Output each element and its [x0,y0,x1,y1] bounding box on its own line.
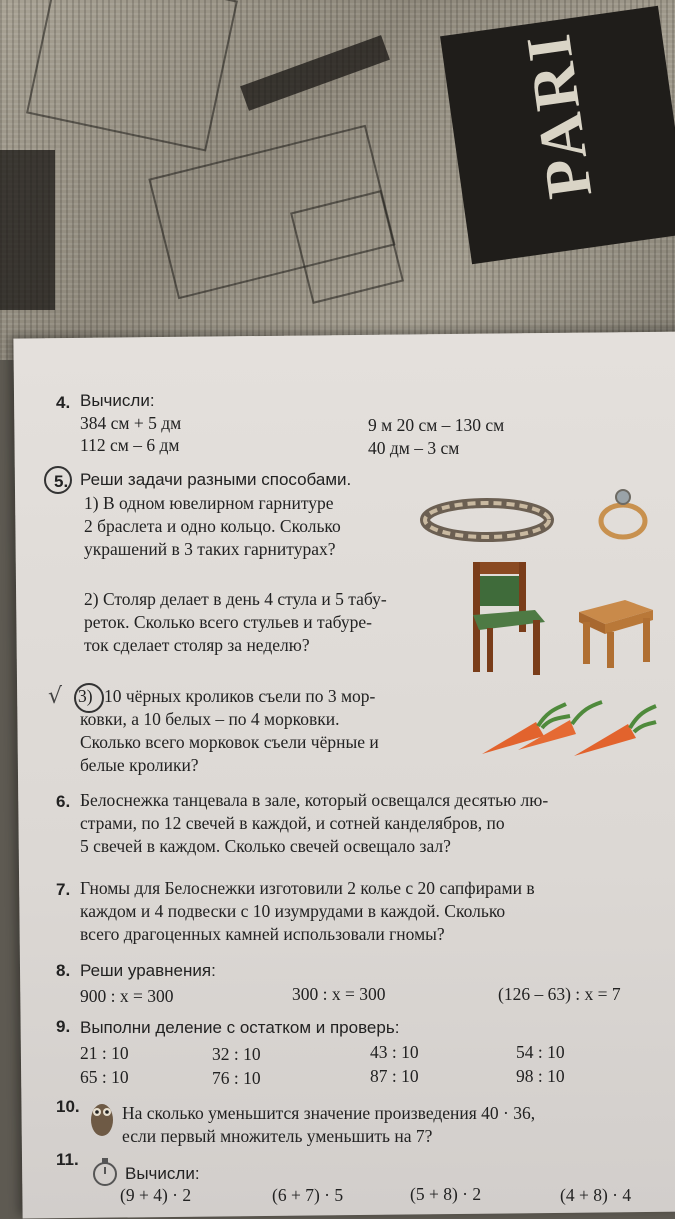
task-9-item: 54 : 10 [516,1042,565,1062]
task-4-expr-4: 40 дм – 3 см [368,438,460,458]
stopwatch-icon [92,1156,118,1188]
task-5-p3-line-4: белые кролики? [80,755,199,775]
task-10-line-2: если первый множитель уменьшить на 7? [122,1126,433,1146]
task-9-item: 21 : 10 [80,1043,129,1063]
task-5-p2-line-3: ток сделает столяр за неделю? [84,635,310,655]
task-5-p3-line-3: Сколько всего морковок съели чёрные и [80,732,379,752]
task-5-number: 5. [54,472,69,491]
task-8-title: Реши уравнения: [80,961,216,980]
task-11-item: (9 + 4) · 2 [120,1185,192,1205]
task-10-line-1: На сколько уменьшится значение произведения 40 · 36, [122,1103,536,1123]
ring-illustration [595,485,655,545]
chair-illustration [465,560,550,680]
task-5-title: Реши задачи разными способами. [80,470,352,489]
task-11-item: (4 + 8) · 4 [560,1185,632,1205]
task-9-item: 32 : 10 [212,1044,261,1064]
task-8-equation-2: 300 : x = 300 [292,984,386,1004]
task-9-item: 76 : 10 [212,1068,261,1088]
task-5-p3-line-1: 10 чёрных кроликов съели по 3 мор- [104,686,376,706]
task-5-p2-line-1: 2) Столяр делает в день 4 стула и 5 табу- [84,589,387,609]
task-5-p2-line-2: реток. Сколько всего стульев и табуре- [84,612,372,632]
fabric-print-text: PARI [511,26,606,203]
task-6-number: 6. [56,792,71,811]
task-8-equation-3: (126 – 63) : x = 7 [498,984,621,1004]
task-4-title: Вычисли: [80,391,155,410]
task-5-p1-line-1: 1) В одном ювелирном гарнитуре [84,493,334,513]
task-4-number: 4. [56,393,71,412]
task-5-p3-line-2: ковки, а 10 белых – по 4 морковки. [80,709,340,729]
task-4-expr-3: 9 м 20 см – 130 см [368,415,505,435]
task-11-title: Вычисли: [125,1164,200,1183]
task-9-title: Выполни деление с остатком и проверь: [80,1018,400,1037]
task-6-line-3: 5 свечей в каждом. Сколько свечей освещало зал? [80,836,451,856]
task-5-p1-line-2: 2 браслета и одно кольцо. Сколько [84,516,341,536]
task-9-item: 65 : 10 [80,1067,129,1087]
task-5-p3-marker: 3) [78,686,93,706]
task-7-line-3: всего драгоценных камней использовали гномы? [80,924,445,944]
bracelet-illustration [420,490,555,550]
task-9-number: 9. [56,1017,71,1036]
task-8-equation-1: 900 : x = 300 [80,986,174,1006]
task-7-number: 7. [56,880,71,899]
task-11-item: (5 + 8) · 2 [410,1184,482,1204]
task-7-line-1: Гномы для Белоснежки изготовили 2 колье с 20 сапфирами в [80,878,535,898]
task-7-line-2: каждом и 4 подвески с 10 изумрудами в каждой. Сколько [80,901,506,921]
task-8-number: 8. [56,961,71,980]
check-mark-icon: √ [48,684,63,709]
task-9-item: 87 : 10 [370,1066,419,1086]
task-9-item: 98 : 10 [516,1066,565,1086]
carrots-illustration [478,698,658,760]
task-11-item: (6 + 7) · 5 [272,1185,344,1205]
task-11-number: 11. [56,1150,79,1169]
task-6-line-2: страми, по 12 свечей в каждой, и сотней канделябров, по [80,813,505,833]
task-5-p1-line-3: украшений в 3 таких гарнитурах? [84,539,336,559]
task-4-expr-2: 112 см – 6 дм [80,435,180,455]
task-10-number: 10. [56,1097,80,1116]
task-9-item: 43 : 10 [370,1042,419,1062]
task-4-expr-1: 384 см + 5 дм [80,413,182,433]
stool-illustration [575,598,655,670]
task-6-line-1: Белоснежка танцевала в зале, который освещался десятью лю- [80,790,549,810]
owl-icon [88,1098,116,1138]
